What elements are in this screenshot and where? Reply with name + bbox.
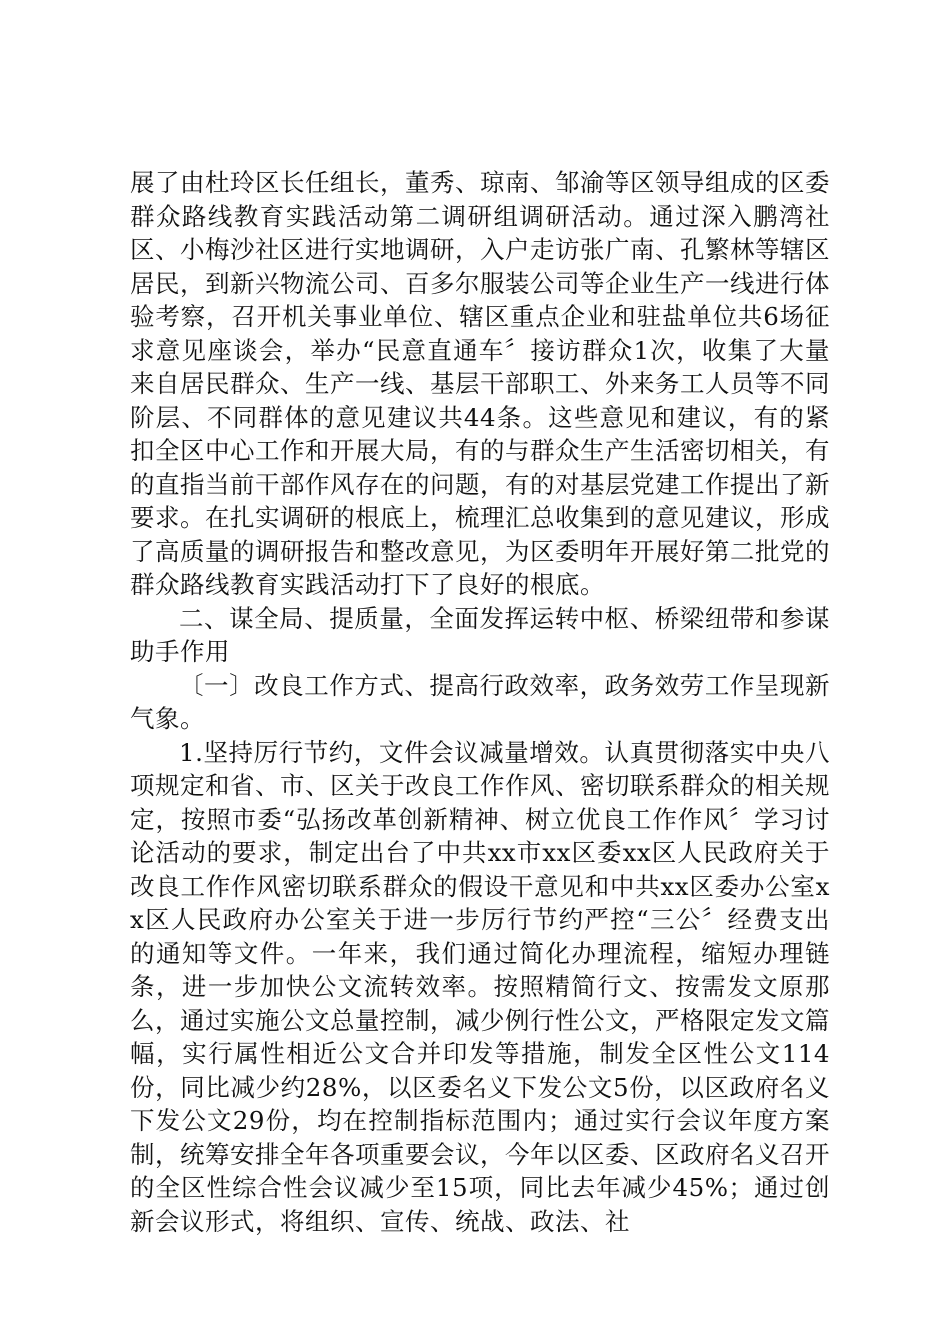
paragraph-item-1: 1.坚持厉行节约，文件会议减量增效。认真贯彻落实中央八项规定和省、市、区关于改良工作作风、密切联系群众的相关规定，按照市委“弘扬改革创新精神、树立优良工作作风〞学习讨论活动的要求，制定出台了中共xx市xx区委xx区人民政府关于改良工作作风密切联系群众的假设干意见和中共xx区委办公室xx区人民政府办公室关于进一步厉行节约严控“三公〞经费支出的通知等文件。一年来，我们通过简化办理流程，缩短办理链条，进一步加快公文流转效率。按照精简行文、按需发文原那么，通过实施公文总量控制，减少例行性公文，严格限定发文篇幅，实行属性相近公文合并印发等措施，制发全区性公文114份，同比减少约28%，以区委名义下发公文5份，以区政府名义下发公文29份，均在控制指标范围内；通过实行会议年度方案制，统筹安排全年各项重要会议，今年以区委、区政府名义召开的全区性综合性会议减少至15项，同比去年减少45%；通过创新会议形式，将组织、宣传、统战、政法、社 [130, 737, 830, 1236]
subsection-heading-1: 〔一〕改良工作方式、提高行政效率，政务效劳工作呈现新气象。 [130, 670, 830, 733]
section-heading-2: 二、谋全局、提质量，全面发挥运转中枢、桥梁纽带和参谋助手作用 [130, 603, 830, 666]
paragraph-continued: 展了由杜玲区长任组长，董秀、琼南、邹渝等区领导组成的区委群众路线教育实践活动第二调研组调研活动。通过深入鹏湾社区、小梅沙社区进行实地调研，入户走访张广南、孔繁林等辖区居民，到新兴物流公司、百多尔服装公司等企业生产一线进行体验考察，召开机关事业单位、辖区重点企业和驻盐单位共6场征求意见座谈会，举办“民意直通车〞接访群众1次，收集了大量来自居民群众、生产一线、基层干部职工、外来务工人员等不同阶层、不同群体的意见建议共44条。这些意见和建议，有的紧扣全区中心工作和开展大局，有的与群众生产生活密切相关，有的直指当前干部作风存在的问题，有的对基层党建工作提出了新要求。在扎实调研的根底上，梳理汇总收集到的意见建议，形成了高质量的调研报告和整改意见，为区委明年开展好第二批党的群众路线教育实践活动打下了良好的根底。 [130, 168, 830, 599]
document-body [130, 166, 830, 1238]
